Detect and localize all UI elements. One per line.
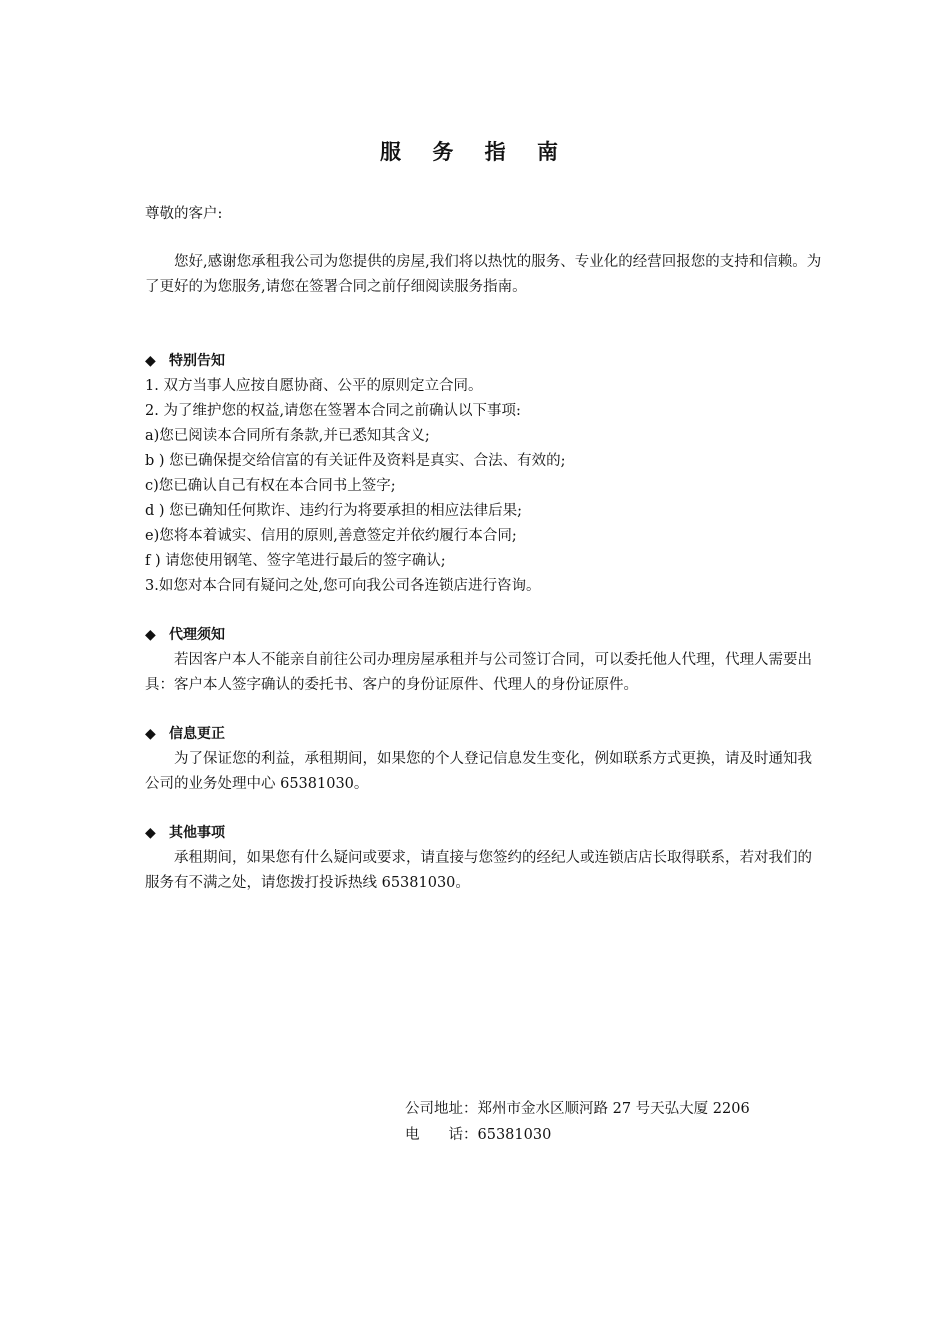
section-heading [145, 349, 825, 374]
section-text: 承租期间，如果您有什么疑问或要求，请直接与您签约的经纪人或连锁店店长取得联系，若对我们的服务有不满之处，请您拨打投诉热线 65381030。 [145, 850, 812, 891]
section-heading [145, 821, 825, 846]
list-item: c)您已确认自己有权在本合同书上签字; [145, 478, 396, 494]
greeting: 尊敬的客户: [145, 206, 223, 222]
list-item: 2. 为了维护您的权益,请您在签署本合同之前确认以下事项: [145, 403, 521, 419]
section-info-correction [145, 722, 825, 797]
section-other-matters [145, 821, 825, 896]
phone-label: 电 话： [405, 1127, 478, 1143]
list-item: e)您将本着诚实、信用的原则,善意签定并依约履行本合同; [145, 528, 517, 544]
section-heading-text: 其他事项 [169, 825, 225, 841]
list-item: 1. 双方当事人应按自愿协商、公平的原则定立合同。 [145, 378, 483, 394]
section-special-notice [145, 349, 825, 599]
diamond-bullet-icon: ◆ [145, 825, 156, 841]
address-label: 公司地址： [405, 1101, 478, 1117]
diamond-bullet-icon: ◆ [145, 726, 156, 742]
intro-text: 您好,感谢您承租我公司为您提供的房屋,我们将以热忱的服务、专业化的经营回报您的支持和信赖。为了更好的为您服务,请您在签署合同之前仔细阅读服务指南。 [145, 254, 822, 295]
list-item: d ) 您已确知任何欺诈、违约行为将要承担的相应法律后果; [145, 503, 523, 519]
page-title: 服 务 指 南 [380, 140, 570, 164]
section-heading [145, 623, 825, 648]
section-heading-text: 代理须知 [169, 627, 225, 643]
list-item: f ) 请您使用钢笔、签字笔进行最后的签字确认; [145, 553, 446, 569]
section-heading-text: 特别告知 [169, 353, 225, 369]
list-item: 3.如您对本合同有疑问之处,您可向我公司各连锁店进行咨询。 [145, 578, 541, 594]
section-agency-notice [145, 623, 825, 698]
address-line [405, 1096, 750, 1122]
diamond-bullet-icon: ◆ [145, 353, 156, 369]
section-text: 为了保证您的利益，承租期间，如果您的个人登记信息发生变化，例如联系方式更换，请及时通知我公司的业务处理中心 65381030。 [145, 751, 812, 792]
address-value: 郑州市金水区顺河路 27 号天弘大厦 2206 [477, 1101, 750, 1117]
diamond-bullet-icon: ◆ [145, 627, 156, 643]
intro-paragraph [145, 250, 825, 300]
section-text: 若因客户本人不能亲自前往公司办理房屋承租并与公司签订合同，可以委托他人代理，代理人需要出具：客户本人签字确认的委托书、客户的身份证原件、代理人的身份证原件。 [145, 652, 812, 693]
section-heading [145, 722, 825, 747]
list-item: b ) 您已确保提交给信富的有关证件及资料是真实、合法、有效的; [145, 453, 566, 469]
section-heading-text: 信息更正 [169, 726, 225, 742]
phone-line [405, 1122, 750, 1148]
phone-value: 65381030 [477, 1127, 552, 1143]
list-item: a)您已阅读本合同所有条款,并已悉知其含义; [145, 428, 430, 444]
company-contact [405, 1096, 750, 1148]
